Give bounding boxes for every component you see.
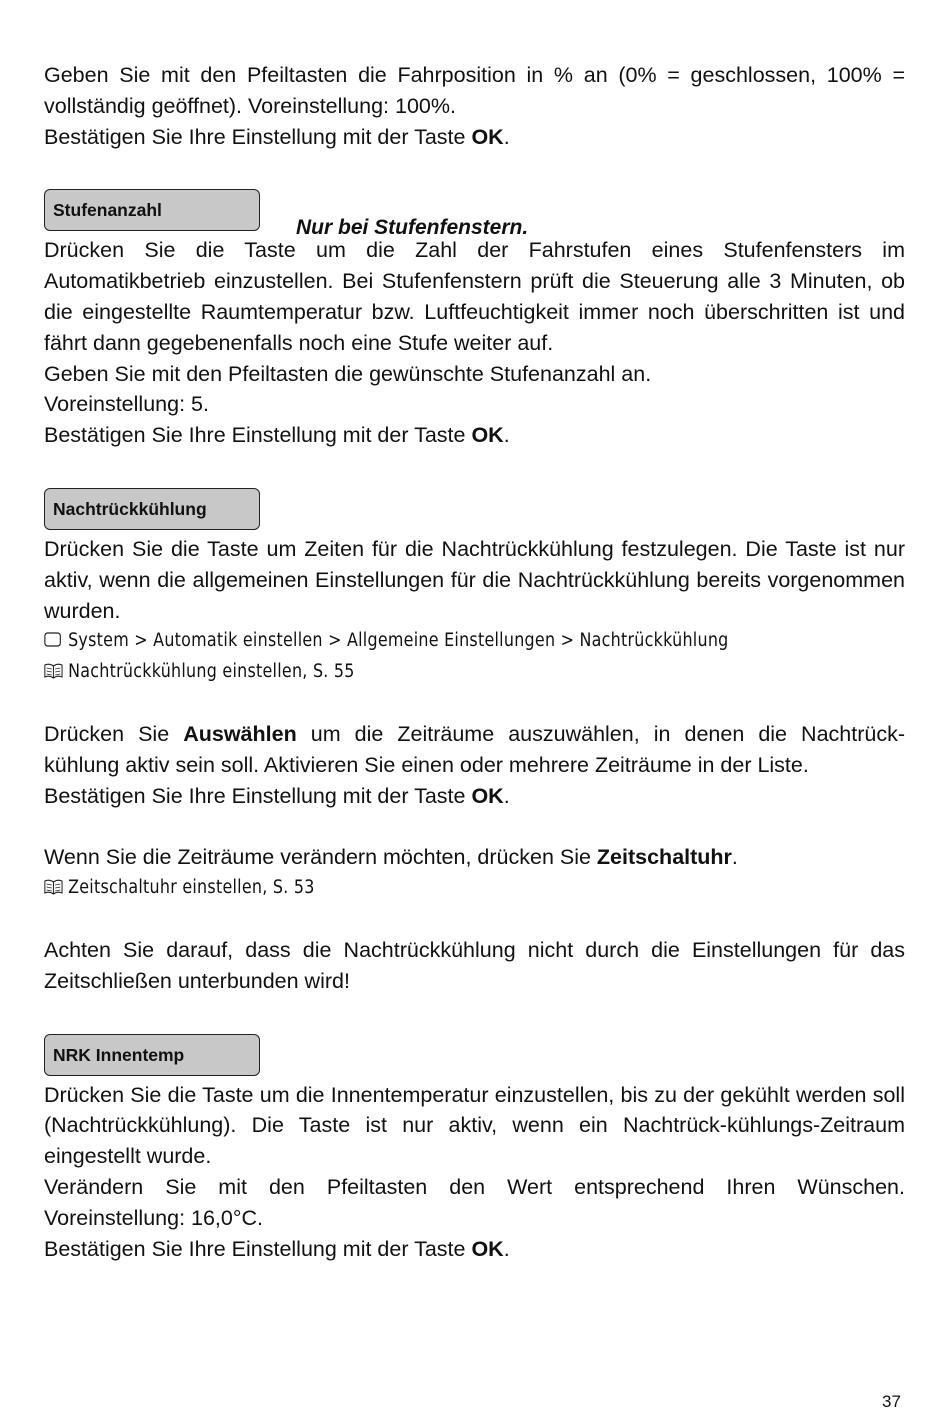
confirm-text-1: Bestätigen Sie Ihre Einstellung mit der Taste OK.	[44, 124, 510, 149]
auswaehlen-key-label: Auswählen	[183, 721, 297, 746]
nrk-innentemp-arrows-text: Verändern Sie mit den Pfeiltasten den Wert entsprechend Ihren Wünschen.	[44, 1174, 905, 1199]
menu-path-reference	[44, 626, 784, 657]
nrk-innentemp-description: Drücken Sie die Taste um die Innentemperatur einzustellen, bis zu der gekühlt werden soll (Nachtrückkühlung). Die Taste ist nur aktiv, wenn ein Nachtrück-kühlungs-Zeitraum eingestellt wurde.	[44, 1082, 905, 1169]
manual-page	[44, 60, 905, 1264]
page-number: 37	[882, 1392, 901, 1411]
stufenanzahl-arrows-text: Geben Sie mit den Pfeiltasten die gewünschte Stufenanzahl an.	[44, 361, 652, 386]
fahrposition-text-line1: Geben Sie mit den Pfeiltasten die Fahrposition in % an (0% = geschlossen, 100% =	[44, 63, 905, 87]
book-icon	[44, 663, 61, 678]
menu-path-text: System > Automatik einstellen > Allgemeine Einstellungen > Nachtrückkühlung	[68, 630, 729, 652]
stufenanzahl-heading	[44, 189, 905, 240]
stufenanzahl-description: Drücken Sie die Taste um die Zahl der Fahrstufen eines Stufenfensters im Automatikbetrieb einzustellen. Bei Stufenfenstern prüft die Steuerung alle 3 Minuten, ob die eingestellte Raumtemperatur bzw. Luftfeuchtigkeit immer noch überschritten ist und fährt dann gegebenenfalls noch eine Stufe weiter auf.	[44, 238, 905, 355]
nachtrueckkuehlung-description: Drücken Sie die Taste um Zeiten für die Nachtrückkühlung festzulegen. Die Taste ist nur aktiv, wenn die allgemeinen Einstellungen für die Nachtrückkühlung bereits vorgenommen wurden.	[44, 536, 905, 623]
ok-key-label: OK	[471, 783, 504, 808]
nrk-innentemp-default: Voreinstellung: 16,0°C.	[44, 1205, 263, 1230]
ok-key-label: OK	[471, 423, 504, 448]
warning-text: Achten Sie darauf, dass die Nachtrückkühlung nicht durch die Einstellungen für das Zeitschließen unterbunden wird!	[44, 937, 905, 993]
screen-icon	[44, 632, 61, 647]
ok-key-label: OK	[471, 1236, 504, 1261]
confirm-text-3: Bestätigen Sie Ihre Einstellung mit der Taste OK.	[44, 783, 510, 808]
stufenanzahl-default: Voreinstellung: 5.	[44, 392, 209, 417]
confirm-text-4: Bestätigen Sie Ihre Einstellung mit der Taste OK.	[44, 1236, 510, 1261]
select-text-line1: Drücken Sie Auswählen um die Zeiträume auszuwählen, in denen die Nachtrück-	[44, 721, 905, 746]
nrk-innentemp-heading	[44, 1034, 905, 1080]
ok-key-label: OK	[471, 124, 504, 149]
nachtrueckkuehlung-button[interactable]: Nachtrückkühlung	[44, 488, 260, 530]
nrk-innentemp-button[interactable]: NRK Innentemp	[44, 1034, 260, 1076]
stufenanzahl-button[interactable]: Stufenanzahl	[44, 189, 260, 231]
select-text-line2: kühlung aktiv sein soll. Aktivieren Sie einen oder mehrere Zeiträume in der Liste.	[44, 752, 809, 777]
page-reference-text: Zeitschaltuhr einstellen, S. 53	[68, 877, 315, 899]
zeitschaltuhr-key-label: Zeitschaltuhr	[596, 845, 732, 870]
stufenanzahl-note: Nur bei Stufenfenstern.	[296, 216, 529, 240]
confirm-text-2: Bestätigen Sie Ihre Einstellung mit der Taste OK.	[44, 423, 510, 448]
timer-text: Wenn Sie die Zeiträume verändern möchten, drücken Sie Zeitschaltuhr.	[44, 845, 738, 870]
book-icon	[44, 879, 61, 894]
page-reference-55	[44, 657, 784, 688]
page-reference-53	[44, 873, 784, 904]
fahrposition-text-line2: vollständig geöffnet). Voreinstellung: 100%.	[44, 93, 456, 118]
nachtrueckkuehlung-heading	[44, 488, 905, 534]
page-reference-text: Nachtrückkühlung einstellen, S. 55	[68, 661, 355, 683]
